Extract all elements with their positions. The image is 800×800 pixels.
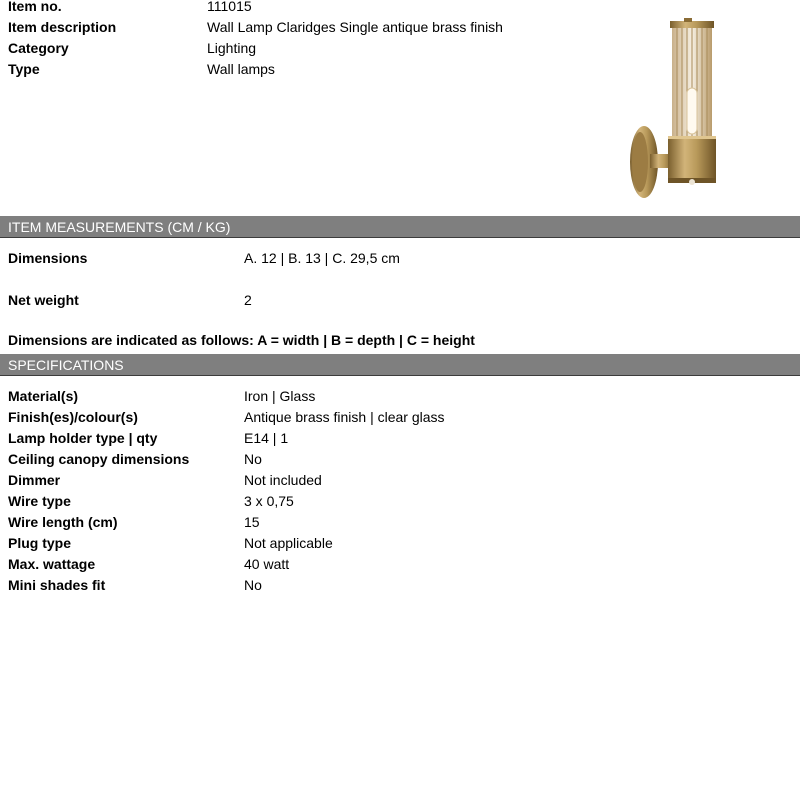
spec-label: Ceiling canopy dimensions xyxy=(8,451,190,467)
spec-value: E14 | 1 xyxy=(244,430,289,446)
spec-value: Antique brass finish | clear glass xyxy=(244,409,445,425)
item-no-value: 111015 xyxy=(207,0,252,14)
type-value: Wall lamps xyxy=(207,61,275,77)
dimensions-label: Dimensions xyxy=(8,250,88,266)
item-description-label: Item description xyxy=(8,19,117,35)
dimensions-note: Dimensions are indicated as follows: A = width | B = depth | C = height xyxy=(8,332,475,348)
dimensions-value: A. 12 | B. 13 | C. 29,5 cm xyxy=(244,250,400,266)
spec-label: Lamp holder type | qty xyxy=(8,430,158,446)
spec-label: Dimmer xyxy=(8,472,61,488)
item-measurements-header: ITEM MEASUREMENTS (CM / KG) xyxy=(0,216,800,238)
specifications-header: SPECIFICATIONS xyxy=(0,354,800,376)
item-no-label: Item no. xyxy=(8,0,62,14)
wall-lamp-product-image xyxy=(620,18,720,202)
spec-value: Iron | Glass xyxy=(244,388,316,404)
category-label: Category xyxy=(8,40,69,56)
spec-value: 3 x 0,75 xyxy=(244,493,294,509)
spec-label: Wire length (cm) xyxy=(8,514,118,530)
net-weight-value: 2 xyxy=(244,292,252,308)
item-description-value: Wall Lamp Claridges Single antique brass finish xyxy=(207,19,503,35)
spec-label: Plug type xyxy=(8,535,72,551)
spec-value: Not included xyxy=(244,472,322,488)
spec-label: Max. wattage xyxy=(8,556,96,572)
spec-value: 15 xyxy=(244,514,260,530)
spec-label: Material(s) xyxy=(8,388,79,404)
spec-value: 40 watt xyxy=(244,556,290,572)
spec-value: No xyxy=(244,451,262,467)
spec-label: Wire type xyxy=(8,493,71,509)
type-label: Type xyxy=(8,61,40,77)
spec-value: No xyxy=(244,577,262,593)
spec-label: Mini shades fit xyxy=(8,577,106,593)
category-value: Lighting xyxy=(207,40,257,56)
net-weight-label: Net weight xyxy=(8,292,79,308)
spec-label: Finish(es)/colour(s) xyxy=(8,409,138,425)
spec-value: Not applicable xyxy=(244,535,333,551)
